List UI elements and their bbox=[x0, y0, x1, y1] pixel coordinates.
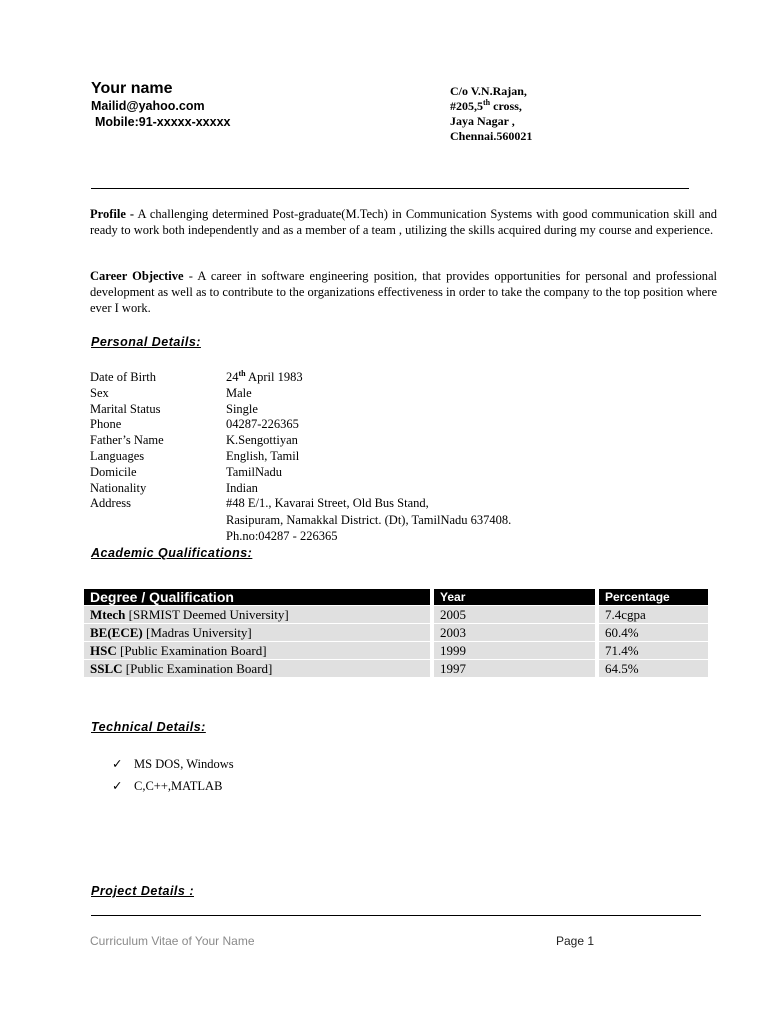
table-row bbox=[84, 642, 708, 659]
academic-table bbox=[84, 588, 708, 678]
profile-text: A challenging determined Post-graduate(M.Tech) in Communication Systems with good communication skill and ready to work both independently and as a member of a team , utilizing the skills acquired during my course and experience. bbox=[90, 207, 718, 237]
personal-detail-label: Domicile bbox=[90, 465, 137, 479]
table-row bbox=[84, 660, 708, 677]
academic-header-row bbox=[84, 589, 708, 605]
personal-detail-value: TamilNadu bbox=[226, 465, 283, 479]
year-cell: 1997 bbox=[430, 660, 595, 677]
percentage-cell: 71.4% bbox=[595, 642, 708, 659]
year-cell: 2005 bbox=[430, 606, 595, 623]
technical-item: ✓ MS DOS, Windows bbox=[112, 757, 234, 771]
address-line-2: #205,5th cross, bbox=[450, 98, 522, 113]
personal-detail-value: 24th April 1983 bbox=[226, 368, 303, 384]
resume-name: Your name bbox=[91, 80, 173, 97]
personal-detail-label: Father’s Name bbox=[90, 433, 164, 447]
email-text: Mailid@yahoo.com bbox=[91, 99, 205, 113]
page-number: Page 1 bbox=[556, 934, 595, 948]
degree-cell: SSLC [Public Examination Board] bbox=[84, 660, 430, 677]
technical-item: ✓ C,C++,MATLAB bbox=[112, 779, 223, 793]
header-divider bbox=[91, 188, 689, 189]
degree-cell: BE(ECE) [Madras University] bbox=[84, 624, 430, 641]
project-heading: Project Details : bbox=[91, 884, 194, 898]
mobile-text: Mobile:91-xxxxx-xxxxx bbox=[95, 115, 231, 129]
personal-detail-value: English, Tamil bbox=[226, 449, 300, 463]
personal-detail-value: Male bbox=[226, 386, 252, 400]
checkmark-icon: ✓ bbox=[112, 779, 123, 793]
personal-address-line-3: Ph.no:04287 - 226365 bbox=[226, 529, 338, 543]
checkmark-icon: ✓ bbox=[112, 757, 123, 771]
personal-detail-label: Phone bbox=[90, 417, 122, 431]
year-cell: 2003 bbox=[430, 624, 595, 641]
profile-paragraph bbox=[90, 206, 717, 238]
personal-detail-value: K.Sengottiyan bbox=[226, 433, 298, 447]
address-line-3: Jaya Nagar , bbox=[450, 114, 515, 128]
personal-detail-label: Address bbox=[90, 496, 131, 510]
personal-detail-label: Marital Status bbox=[90, 402, 161, 416]
year-cell: 1999 bbox=[430, 642, 595, 659]
column-header-year: Year bbox=[430, 589, 595, 605]
objective-label: Career Objective bbox=[90, 269, 184, 283]
objective-paragraph bbox=[90, 268, 717, 316]
percentage-cell: 60.4% bbox=[595, 624, 708, 641]
personal-detail-value: Single bbox=[226, 402, 258, 416]
address-line-1: C/o V.N.Rajan, bbox=[450, 84, 527, 98]
address-line-4: Chennai.560021 bbox=[450, 129, 533, 143]
percentage-cell: 64.5% bbox=[595, 660, 708, 677]
profile-label: Profile - bbox=[90, 207, 135, 221]
degree-cell: HSC [Public Examination Board] bbox=[84, 642, 430, 659]
footer-title: Curriculum Vitae of Your Name bbox=[90, 934, 255, 948]
personal-detail-value: 04287-226365 bbox=[226, 417, 299, 431]
degree-cell: Mtech [SRMIST Deemed University] bbox=[84, 606, 430, 623]
personal-detail-value: #48 E/1., Kavarai Street, Old Bus Stand, bbox=[226, 496, 429, 510]
personal-detail-value: Indian bbox=[226, 481, 258, 495]
percentage-cell: 7.4cgpa bbox=[595, 606, 708, 623]
academic-heading: Academic Qualifications: bbox=[91, 546, 253, 560]
personal-detail-label: Nationality bbox=[90, 481, 147, 495]
personal-detail-label: Languages bbox=[90, 449, 145, 463]
personal-address-line-2: Rasipuram, Namakkal District. (Dt), TamilNadu 637408. bbox=[226, 513, 512, 527]
table-row bbox=[84, 624, 708, 641]
personal-detail-label: Date of Birth bbox=[90, 370, 156, 384]
personal-detail-label: Sex bbox=[90, 386, 109, 400]
technical-heading: Technical Details: bbox=[91, 720, 206, 734]
column-header-percentage: Percentage bbox=[595, 589, 708, 605]
personal-details-heading: Personal Details: bbox=[91, 335, 201, 349]
footer-divider bbox=[91, 915, 701, 916]
table-row bbox=[84, 606, 708, 623]
column-header-degree: Degree / Qualification bbox=[84, 589, 430, 605]
objective-text: - A career in software engineering position, that provides opportunities for personal and professional development as well as to contribute to the organizations effectiveness in order to take the company to the top position where ever I work. bbox=[90, 269, 717, 315]
